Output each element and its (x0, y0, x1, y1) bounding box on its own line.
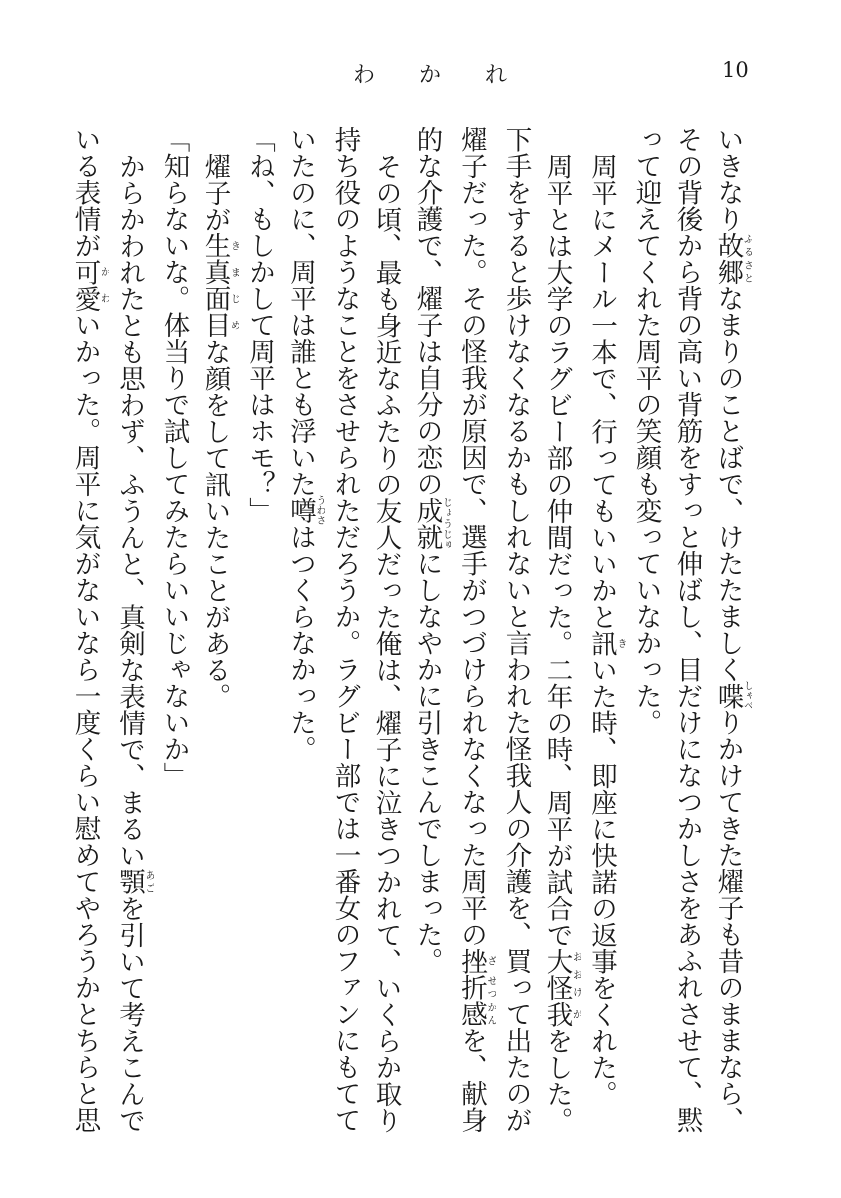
ruby-base: 喋 (712, 680, 744, 711)
text-run: 的な介護で、燿子は自分の恋の (411, 126, 443, 497)
text-run: を、献身 (456, 1027, 487, 1133)
ruby-base: 成就 (411, 497, 443, 550)
ruby-base: 故郷 (712, 232, 744, 285)
ruby-annotation (114, 868, 154, 895)
text-column (581, 126, 626, 1146)
body-text (69, 126, 752, 1146)
ruby-base: 我 (541, 1000, 573, 1027)
ruby-annotation (712, 680, 752, 711)
ruby-reading: あご (143, 868, 154, 895)
text-column (280, 126, 325, 1146)
text-run: いた時、即座に快諾の返事をくれた。 (586, 656, 617, 1107)
text-run: 持ち役のようなことをさせられただろうか。ラグビー部では一番女のファンにもてて (329, 126, 361, 1133)
text-run: はつくらなかった。 (285, 523, 316, 762)
ruby-annotation (456, 947, 496, 975)
text-run: って迎えてくれた周平の笑顔も変っていなかった。 (630, 126, 662, 736)
text-run: をした。 (541, 1027, 573, 1133)
ruby-annotation (541, 947, 581, 1001)
text-column (451, 126, 496, 1146)
text-run: いる表情が (69, 126, 101, 259)
ruby-base: 大怪 (541, 947, 573, 1001)
text-column (109, 126, 154, 1146)
ruby-reading: じょうじゅ (440, 497, 451, 550)
ruby-reading: うわさ (314, 495, 325, 526)
text-run: 燿子だった。その怪我が原因で、選手がつづけられなくなった周平の (456, 126, 487, 948)
ruby-annotation (411, 497, 451, 550)
ruby-base: 折感 (456, 974, 487, 1027)
text-run: 周平にメール一本で、行ってもいいかと (586, 152, 617, 630)
text-column (626, 126, 667, 1146)
ruby-reading: しゃべ (741, 680, 752, 711)
ruby-reading: おおけ (570, 947, 581, 1001)
text-column (154, 126, 195, 1146)
text-column (239, 126, 280, 1146)
ruby-annotation (541, 1000, 581, 1028)
text-run: 周平とは大学のラグビー部の仲間だった。二年の時、周平が試合で (541, 152, 573, 948)
text-column (195, 126, 240, 1146)
text-run: 下手をすると歩けなくなるかもしれないと言われた怪我人の介護を、買って出たのが (500, 126, 532, 1133)
text-run: いきなり (712, 126, 744, 232)
text-column (325, 126, 366, 1146)
text-run: な顔をして訊いたことがある。 (199, 338, 231, 709)
ruby-reading: が (570, 1000, 581, 1027)
ruby-base: 噂 (285, 495, 316, 526)
text-run: その頃、最も身近なふたりの友人だった俺は、燿子に泣きつかれて、いくらか取り (370, 152, 402, 1133)
text-column (708, 126, 753, 1146)
ruby-reading: ざ (485, 947, 496, 974)
ruby-reading: き (615, 629, 626, 656)
text-run: その背後から背の高い背筋をすっと伸ばし、目だけになつかしさをあふれさせて、黙 (671, 126, 703, 1133)
text-run: にしなやかに引きこんでしまった。 (411, 550, 443, 974)
text-run: りかけてきた燿子も昔のままなら、 (712, 709, 744, 1133)
ruby-annotation (199, 232, 239, 338)
text-run: からかわれたとも思わず、ふうんと、真剣な表情で、まるい (114, 152, 145, 868)
ruby-base: 挫 (456, 947, 487, 974)
ruby-annotation (586, 629, 626, 657)
text-column (537, 126, 582, 1146)
ruby-base: 生真面目 (199, 232, 231, 338)
ruby-base: 顎 (114, 868, 145, 895)
ruby-annotation (69, 258, 109, 312)
page-number: 10 (722, 58, 749, 82)
text-run: いかった。周平に気がないなら一度くらい慰めてやろうかとちらと思 (69, 311, 101, 1133)
text-run: 「ね、もしかして周平はホモ？」 (244, 126, 275, 524)
ruby-annotation (712, 232, 752, 285)
ruby-reading: かわ (98, 258, 109, 312)
running-head-title: わ か れ (352, 63, 507, 88)
ruby-reading: ふるさと (741, 232, 752, 285)
text-run: いたのに、周平は誰とも浮いた (285, 126, 316, 497)
text-column (65, 126, 110, 1146)
text-column (496, 126, 537, 1146)
text-run: 「知らないな。体当りで試してみたらいいじゃないか」 (158, 126, 190, 789)
text-run: なまりのことばで、けたたましく (712, 285, 744, 683)
text-column (667, 126, 708, 1146)
ruby-reading: きまじめ (228, 232, 239, 338)
ruby-base: 訊 (586, 629, 617, 656)
text-run: を引いて考えこんで (114, 894, 145, 1133)
ruby-annotation (456, 974, 496, 1027)
ruby-reading: せつかん (485, 974, 496, 1027)
text-column (366, 126, 407, 1146)
ruby-annotation (285, 495, 325, 526)
ruby-base: 可愛 (69, 258, 101, 312)
text-run: 燿子が (199, 152, 231, 232)
text-column (407, 126, 452, 1146)
